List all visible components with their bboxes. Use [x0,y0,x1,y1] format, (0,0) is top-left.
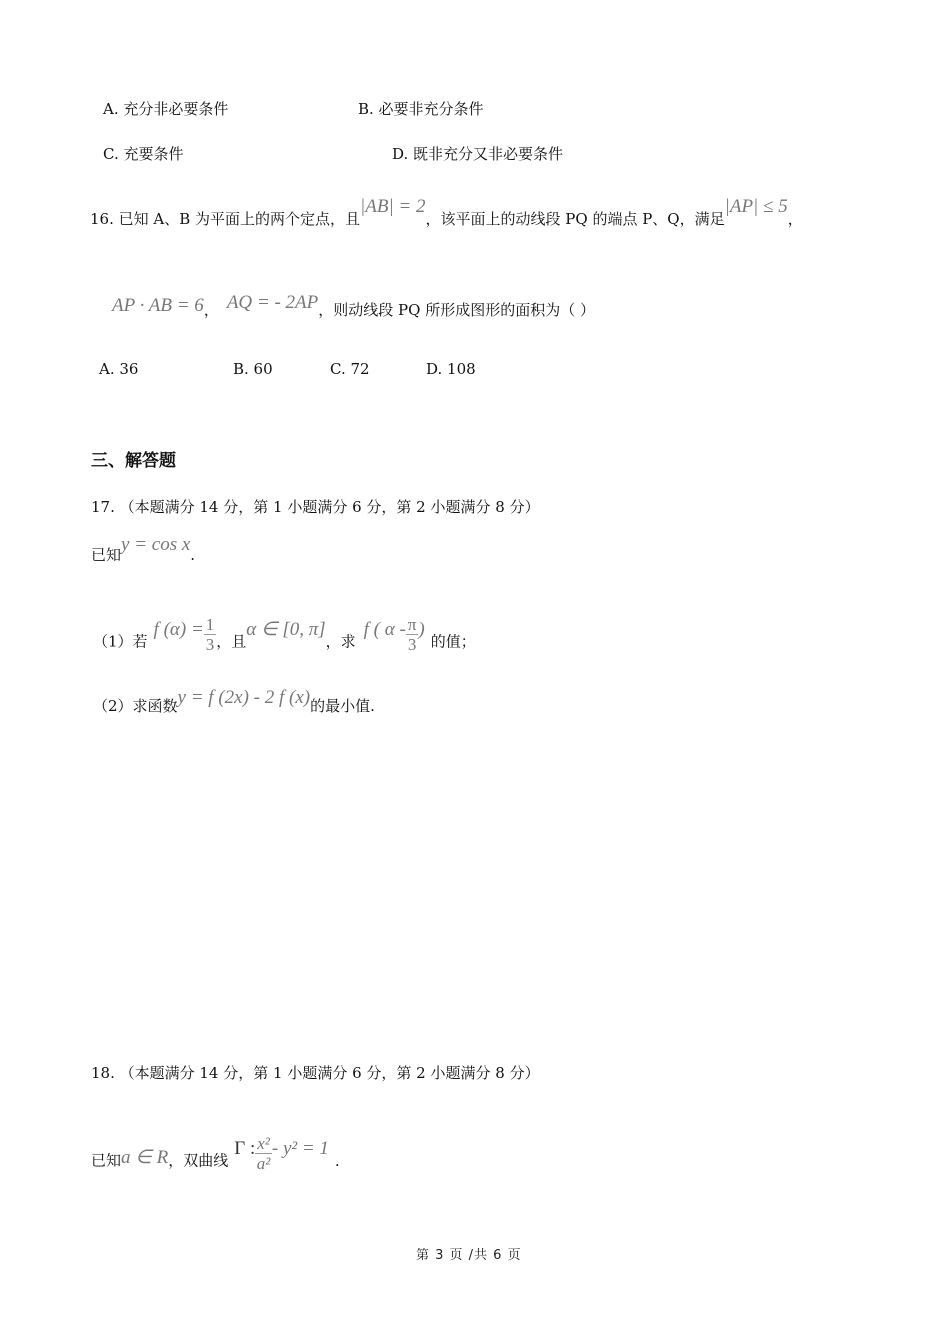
q17-text: ，且 [216,632,247,651]
q16-math-aq: AQ = - 2AP [226,292,319,313]
q15-option-a: A. 充分非必要条件 [103,100,229,118]
q15-option-d: D. 既非充分又非必要条件 [392,145,564,163]
q17-math-cos: y = cos x [121,534,191,555]
q16-math-dot: AP · AB = 6 [112,295,204,316]
q16-stem-line2 [112,292,595,320]
q17-math-f-shift: f ( α - [363,618,406,640]
q17-text: （2）求函数 [93,697,178,715]
q17-math-function: y = f (2x) - 2 f (x) [177,687,311,708]
q18-text: ，双曲线 [168,1151,229,1170]
q16-option-d: D. 108 [426,360,476,378]
q17-part1 [93,615,476,662]
q18-math-rest: - y² = 1 [271,1137,329,1159]
q17-text: 已知 [91,546,122,564]
q16-text: ， [203,301,219,319]
q18-math-a-in-r: a ∈ R [121,1146,169,1168]
section-heading: 三、解答题 [91,451,176,471]
q17-text: . [190,546,196,564]
q17-text: （1）若 [93,632,148,651]
page-footer: 第 3 页 /共 6 页 [416,1248,522,1263]
q17-text: ，求 [325,632,356,651]
q16-math-abs-ap: |AP| ≤ 5 [724,196,788,217]
q16-option-c: C. 72 [330,360,370,378]
q17-math-f-alpha: f (α) = [153,618,204,640]
q17-header: 17. （本题满分 14 分，第 1 小题满分 6 分，第 2 小题满分 8 分） [91,498,540,516]
q18-text: 已知 [91,1151,122,1170]
q17-math-interval: α ∈ [0, π] [246,618,326,640]
q18-given [91,1134,340,1181]
q16-math-abs-ab: |AB| = 2 [360,196,426,217]
q17-given [91,534,196,565]
q18-math-gamma: Γ : [234,1137,256,1159]
q17-math-paren: ) [418,618,425,640]
q16-text: ，则动线段 PQ 所形成图形的面积为（ ） [318,301,595,319]
q16-text: ， [787,210,803,228]
q18-header: 18. （本题满分 14 分，第 1 小题满分 6 分，第 2 小题满分 8 分） [91,1064,540,1082]
q16-option-b: B. 60 [233,360,273,378]
q16-text: 16. 已知 A、B 为平面上的两个定点，且 [90,210,361,228]
q15-option-c: C. 充要条件 [103,145,184,163]
q17-fraction-pi-third: $\frac{\pi}{3}$ [407,615,417,654]
q18-fraction-x2-a2: $\frac{\text{x²}}{\text{a²}}$ [256,1134,271,1173]
q15-option-b: B. 必要非充分条件 [358,100,484,118]
q16-text: ，该平面上的动线段 PQ 的端点 P、Q，满足 [425,210,725,228]
q17-fraction-one-third: $\frac{1}{3}$ [205,615,215,654]
q17-text: 的最小值. [310,697,375,715]
q16-option-a: A. 36 [99,360,139,378]
q17-text: 的值； [430,632,476,651]
q17-part2 [93,687,375,716]
q18-text: . [334,1151,340,1170]
q16-stem-line1 [90,196,803,229]
